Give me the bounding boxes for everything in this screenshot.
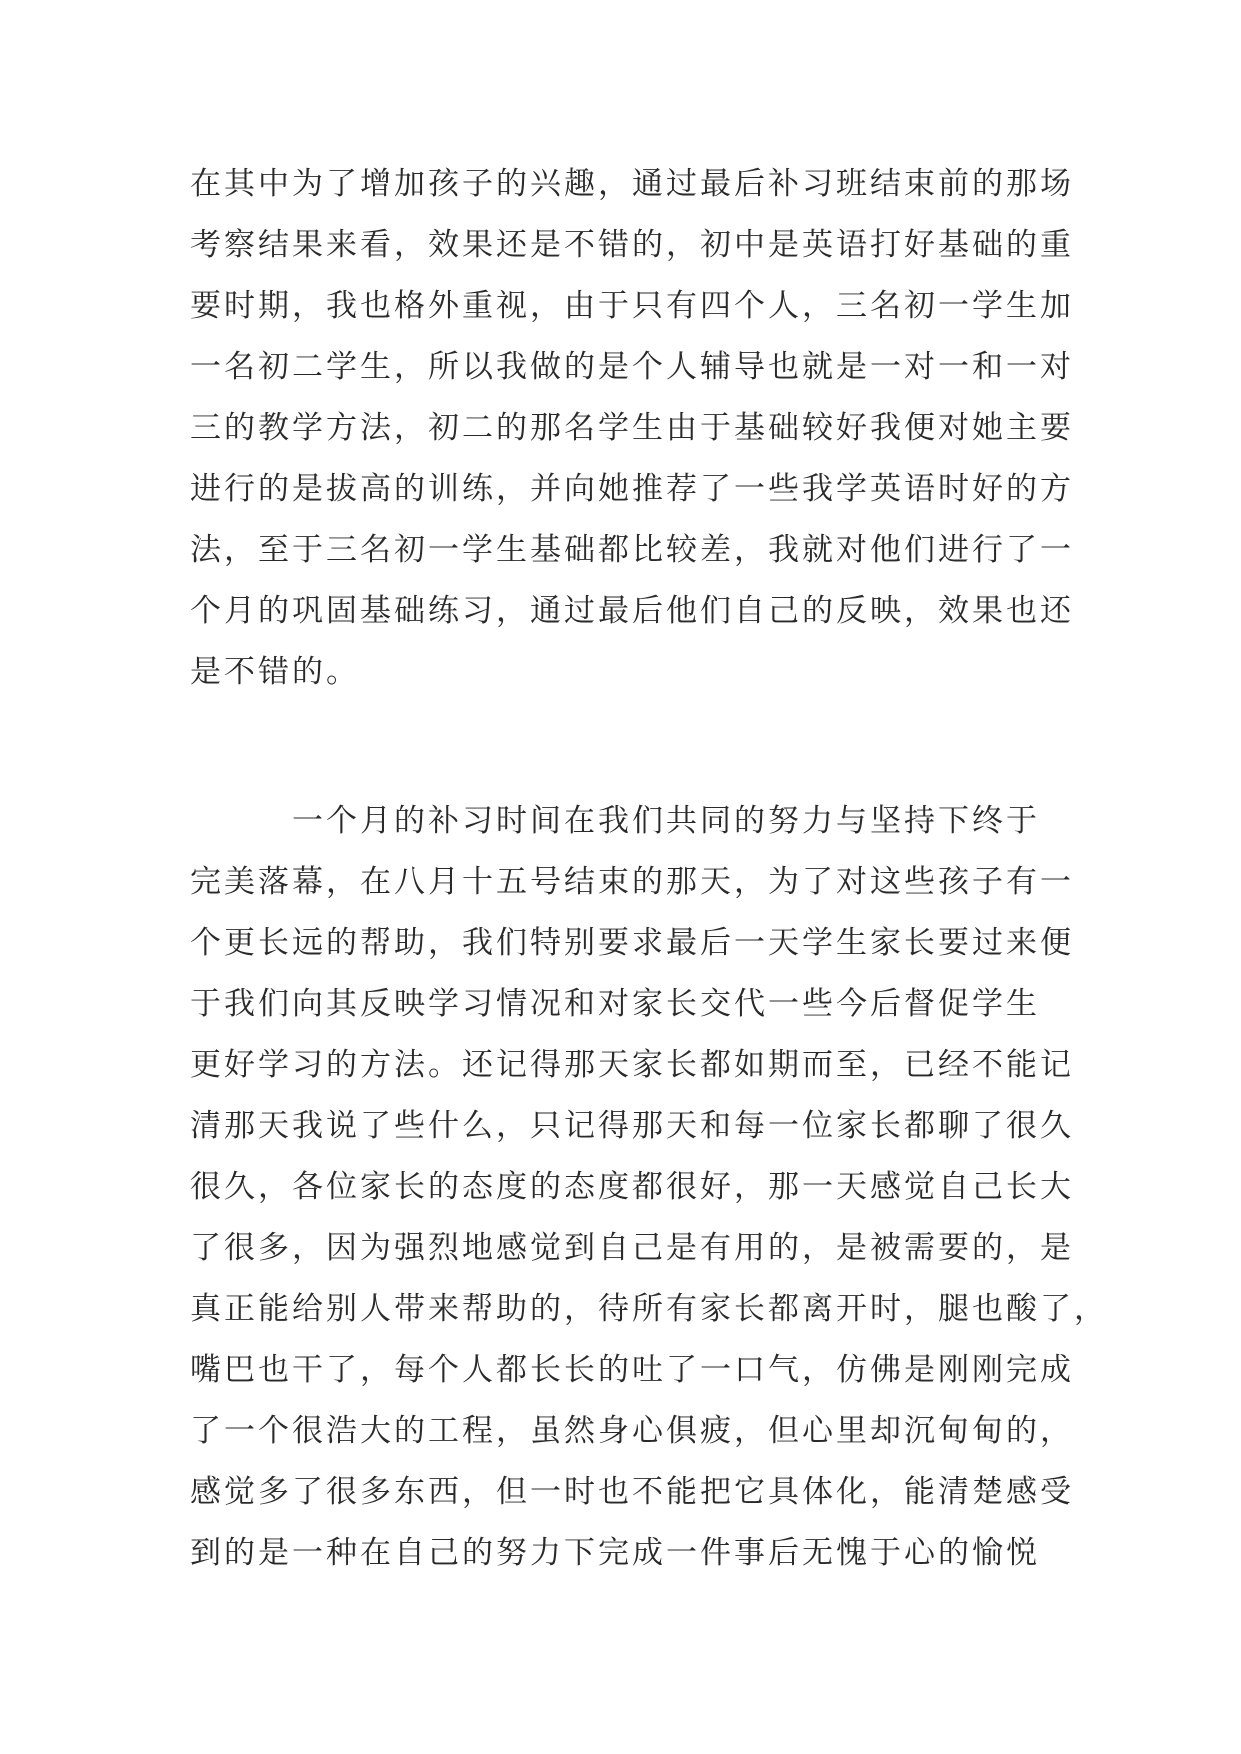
text-line: 嘴巴也干了，每个人都长长的吐了一口气，仿佛是刚刚完成: [190, 1352, 1074, 1388]
text-line: 了一个很浩大的工程，虽然身心俱疲，但心里却沉甸甸的，: [190, 1413, 1074, 1449]
text-line: 很久，各位家长的态度的态度都很好，那一天感觉自己长大: [190, 1169, 1074, 1205]
text-line: 于我们向其反映学习情况和对家长交代一些今后督促学生: [190, 986, 1040, 1022]
text-line: 在其中为了增加孩子的兴趣，通过最后补习班结束前的那场: [190, 166, 1074, 202]
text-line: 了很多，因为强烈地感觉到自己是有用的，是被需要的，是: [190, 1230, 1074, 1266]
text-line: 一名初二学生，所以我做的是个人辅导也就是一对一和一对: [190, 349, 1074, 385]
text-line: 感觉多了很多东西，但一时也不能把它具体化，能清楚感受: [190, 1474, 1074, 1510]
text-line: 个月的巩固基础练习，通过最后他们自己的反映，效果也还: [190, 593, 1074, 629]
text-line: 个更长远的帮助，我们特别要求最后一天学生家长要过来便: [190, 925, 1074, 961]
text-line: 完美落幕，在八月十五号结束的那天，为了对这些孩子有一: [190, 864, 1074, 900]
paragraph-1: [190, 154, 1074, 703]
text-line: 真正能给别人带来帮助的，待所有家长都离开时，腿也酸了，: [190, 1291, 1108, 1327]
text-line: 要时期，我也格外重视，由于只有四个人，三名初一学生加: [190, 288, 1074, 324]
text-line: 一个月的补习时间在我们共同的努力与坚持下终于: [190, 803, 1040, 839]
text-line: 到的是一种在自己的努力下完成一件事后无愧于心的愉悦: [190, 1535, 1040, 1571]
text-line: 清那天我说了些什么，只记得那天和每一位家长都聊了很久: [190, 1108, 1074, 1144]
text-line: 三的教学方法，初二的那名学生由于基础较好我便对她主要: [190, 410, 1074, 446]
paragraph-2: [190, 791, 1108, 1584]
text-line: 进行的是拔高的训练，并向她推荐了一些我学英语时好的方: [190, 471, 1074, 507]
text-line: 考察结果来看，效果还是不错的，初中是英语打好基础的重: [190, 227, 1074, 263]
text-line: 更好学习的方法。还记得那天家长都如期而至，已经不能记: [190, 1047, 1074, 1083]
text-line: 法，至于三名初一学生基础都比较差，我就对他们进行了一: [190, 532, 1074, 568]
text-line: 是不错的。: [190, 654, 360, 690]
